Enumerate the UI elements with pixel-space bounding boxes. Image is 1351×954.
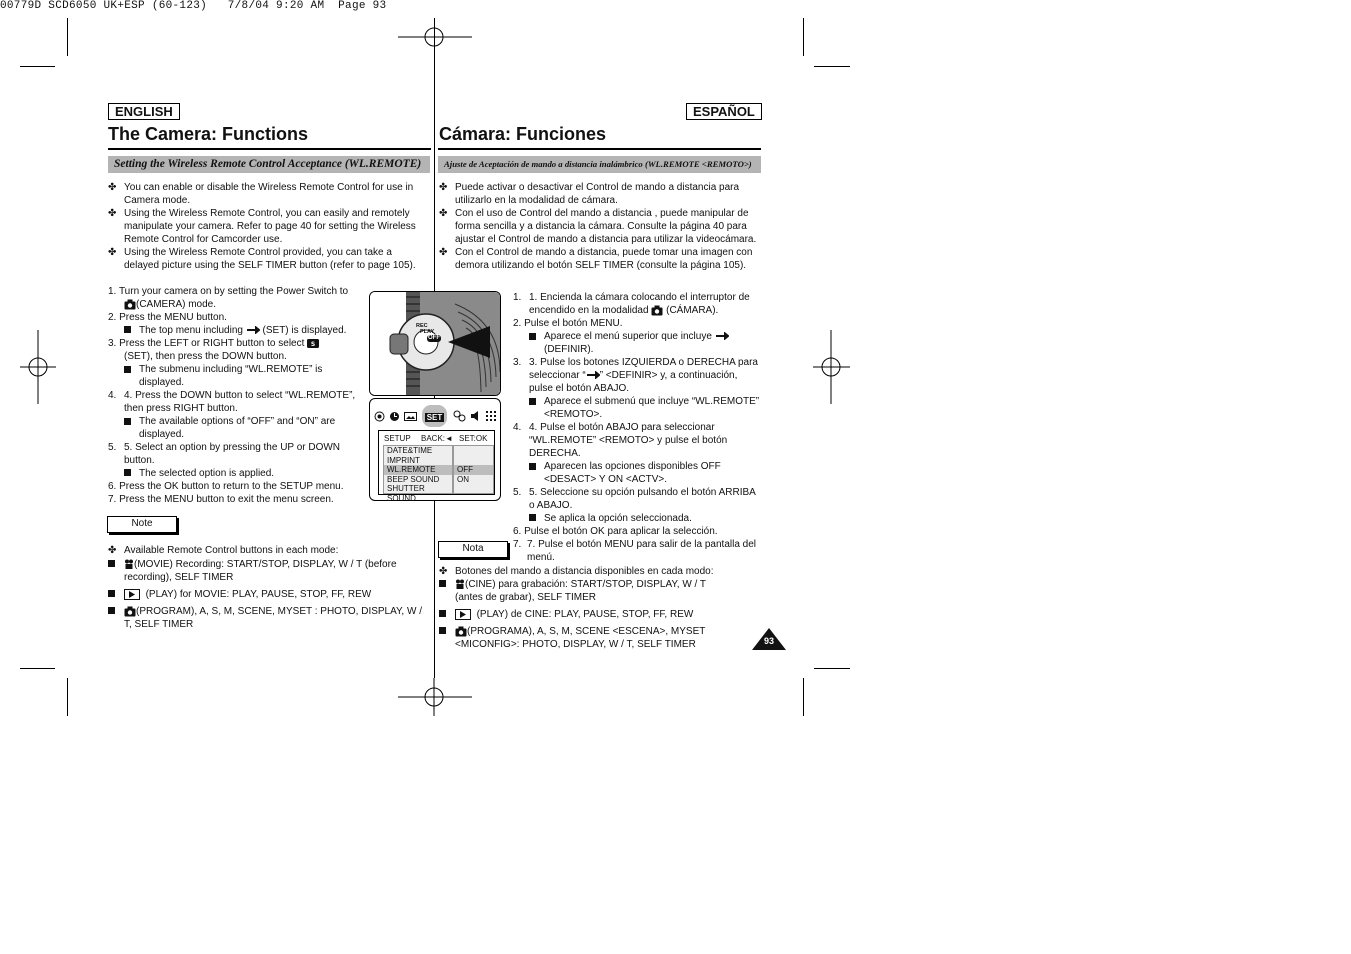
person-settings-icon: [452, 410, 466, 422]
note-movie: (MOVIE) Recording: START/STOP, DISPLAY, W / T (before recording), SELF TIMER: [108, 558, 430, 584]
menu-option-on[interactable]: ON: [457, 474, 469, 484]
menu-item[interactable]: IMPRINT: [387, 455, 420, 465]
paso-5-sub: Se aplica la opción seleccionada.: [513, 512, 761, 525]
step-1: 1. Turn your camera on by setting the Power Switch to: [108, 286, 349, 297]
intro-bullet: ✤ Puede activar o desactivar el Control de mando a distancia para utilizarlo en la modalidad de cámara.: [439, 182, 740, 206]
lang-label-english: ENGLISH: [108, 103, 180, 120]
paso-1: 1. 1. Encienda la cámara colocando el interruptor de encendido en la modalidad (CÁMARA).: [513, 292, 750, 316]
intro-bullet: ✤ Using the Wireless Remote Control provided, you can take a delayed picture using the SELF TIMER button (refer to page 105).: [108, 247, 416, 271]
camera-dial-illustration: [370, 292, 500, 395]
note-label-english: Note: [107, 516, 177, 533]
step-3-sub: The submenu including “WL.REMOTE” is displayed.: [108, 363, 364, 389]
dial-label-off: OFF: [428, 335, 440, 341]
dial-label-rec: REC: [416, 323, 428, 329]
section-bar-english: Setting the Wireless Remote Control Acceptance (WL.REMOTE): [108, 156, 430, 173]
menu-icon-row: [374, 407, 496, 425]
paso-7: 7. 7. Pulse el botón MENU para salir de la pantalla del menú.: [513, 539, 757, 563]
registration-cross-top: [398, 28, 472, 46]
step-5: 5. 5. Select an option by pressing the UP or DOWN button.: [108, 442, 341, 466]
paso-4: 4. 4. Pulse el botón ABAJO para seleccionar “WL.REMOTE” <REMOTO> y pulse el botón DERECHA.: [513, 422, 728, 459]
intro-english: [108, 181, 426, 272]
registration-cross-bottom: [398, 678, 472, 716]
registration-cross-right: [813, 330, 850, 404]
camera-icon: [651, 305, 663, 316]
image-quality-icon: [404, 411, 417, 422]
setup-menu-screen: [378, 430, 495, 503]
svg-text:S: S: [311, 340, 316, 348]
note-program: (PROGRAMA), A, S, M, SCENE <ESCENA>, MYSET <MICONFIG>: PHOTO, DISPLAY, W / T, SELF TIMER: [439, 625, 729, 651]
note-movie: (CINE) para grabación: START/STOP, DISPLAY, W / T (antes de grabar), SELF TIMER: [439, 578, 729, 604]
paso-6: 6. Pulse el botón OK para aplicar la selección.: [513, 526, 718, 537]
step-4-sub: The available options of “OFF” and “ON” are displayed.: [108, 415, 364, 441]
set-tool-icon: [246, 326, 260, 334]
paso-2-sub: Aparece el menú superior que incluye (DEFINIR).: [513, 330, 761, 356]
intro-spanish: [439, 181, 759, 272]
play-icon: [124, 589, 140, 600]
paso-3: 3. 3. Pulse los botones IZQUIERDA o DERECHA para seleccionar “ ” <DEFINIR> y, a continuación, pulse el botón ABAJO.: [513, 357, 758, 394]
paso-2: 2. Pulse el botón MENU.: [513, 318, 623, 329]
note-play: (PLAY) for MOVIE: PLAY, PAUSE, STOP, FF, REW: [108, 588, 430, 601]
section-bar-spanish: Ajuste de Aceptación de mando a distancia inalámbrico (WL.REMOTE <REMOTO>): [438, 156, 761, 173]
page-title-spanish: Cámara: Funciones: [439, 124, 607, 144]
menu-item[interactable]: DATE&TIME: [387, 446, 433, 455]
title-rule: [108, 148, 431, 150]
print-header: 00779D SCD6050 UK+ESP (60-123) 7/8/04 9:20 AM Page 93: [0, 0, 387, 12]
paso-4-sub: Aparecen las opciones disponibles OFF <DESACT> Y ON <ACTV>.: [513, 460, 761, 486]
step-2-sub: The top menu including (SET) is displayed.: [108, 324, 364, 337]
note-play: (PLAY) de CINE: PLAY, PAUSE, STOP, FF, REW: [439, 608, 729, 621]
intro-bullet: ✤ Using the Wireless Remote Control, you can easily and remotely manipulate your camera. Refer to page 40 for setting the Wireless Remote Control for Camcorder use.: [108, 208, 416, 245]
movie-icon: [455, 579, 465, 590]
sound-icon: [470, 410, 482, 422]
menu-title: SETUP: [384, 434, 411, 443]
registration-cross-left: [20, 330, 56, 404]
step-1-cont: (CAMERA) mode.: [108, 298, 364, 311]
step-2: 2. Press the MENU button.: [108, 312, 227, 323]
camera-icon: [124, 606, 136, 617]
timer-icon: [389, 411, 400, 422]
camera-icon: [455, 626, 467, 637]
note-label-spanish: Nota: [438, 541, 508, 558]
set-menu-tab: SET: [422, 405, 448, 427]
set-icon: [307, 339, 319, 348]
intro-bullet: ✤ You can enable or disable the Wireless Remote Control for use in Camera mode.: [108, 182, 414, 206]
step-5-sub: The selected option is applied.: [108, 467, 364, 480]
intro-bullet: ✤ Con el Control de mando a distancia, puede tomar una imagen con demora utilizando el botón SELF TIMER (consulte la página 105).: [439, 247, 753, 271]
menu-item[interactable]: SHUTTER SOUND: [387, 484, 425, 503]
menu-option-off[interactable]: OFF: [454, 465, 493, 475]
paso-3-sub: Aparece el submenú que incluye “WL.REMOTE” <REMOTO>.: [513, 395, 761, 421]
menu-item-selected[interactable]: WL.REMOTE: [384, 465, 452, 475]
page-title-english: The Camera: Functions: [108, 124, 309, 144]
note-intro: ✤ Botones del mando a distancia disponibles en cada modo:: [439, 566, 714, 577]
step-3-cont: (SET), then press the DOWN button.: [124, 351, 287, 362]
step-4: 4. 4. Press the DOWN button to select “WL.REMOTE”, then press RIGHT button.: [108, 390, 356, 414]
step-6: 6. Press the OK button to return to the SETUP menu.: [108, 481, 344, 492]
play-icon: [455, 609, 471, 620]
camera-icon: [124, 299, 136, 310]
note-english: [108, 544, 430, 631]
movie-icon: [124, 559, 134, 570]
step-7: 7. Press the MENU button to exit the menu screen.: [108, 494, 334, 505]
camera-mode-icon: [374, 411, 385, 422]
grid-icon: [486, 411, 496, 421]
menu-item[interactable]: BEEP SOUND: [387, 474, 440, 484]
camera-dial-figure: [369, 291, 501, 396]
menu-options-list: [453, 445, 494, 494]
menu-screen-figure: [369, 398, 501, 501]
note-program: (PROGRAM), A, S, M, SCENE, MYSET : PHOTO, DISPLAY, W / T, SELF TIMER: [108, 605, 430, 631]
title-rule: [438, 148, 761, 150]
dial-label-play: PLAY: [420, 329, 435, 335]
note-intro: ✤ Available Remote Control buttons in each mode:: [108, 545, 339, 556]
menu-back-hint: BACK:◄: [421, 434, 453, 443]
lang-label-spanish: ESPAÑOL: [686, 103, 762, 120]
steps-english: [108, 285, 364, 506]
steps-spanish: [513, 291, 761, 564]
set-tool-icon: [715, 332, 729, 340]
note-spanish: [439, 565, 729, 651]
menu-items-list: [383, 445, 453, 503]
step-3: 3. Press the LEFT or RIGHT button to select S: [108, 337, 364, 350]
menu-ok-hint: SET:OK: [459, 434, 488, 443]
set-tool-icon: [586, 371, 600, 379]
page-number: 93: [763, 636, 774, 646]
intro-bullet: ✤ Con el uso de Control del mando a distancia , puede manipular de forma sencilla y a distancia la cámara. Consulte la página 40 para ajustar el Control de mando a distancia para utilizar la videocámara.: [439, 208, 757, 245]
paso-5: 5. 5. Seleccione su opción pulsando el botón ARRIBA o ABAJO.: [513, 487, 756, 511]
